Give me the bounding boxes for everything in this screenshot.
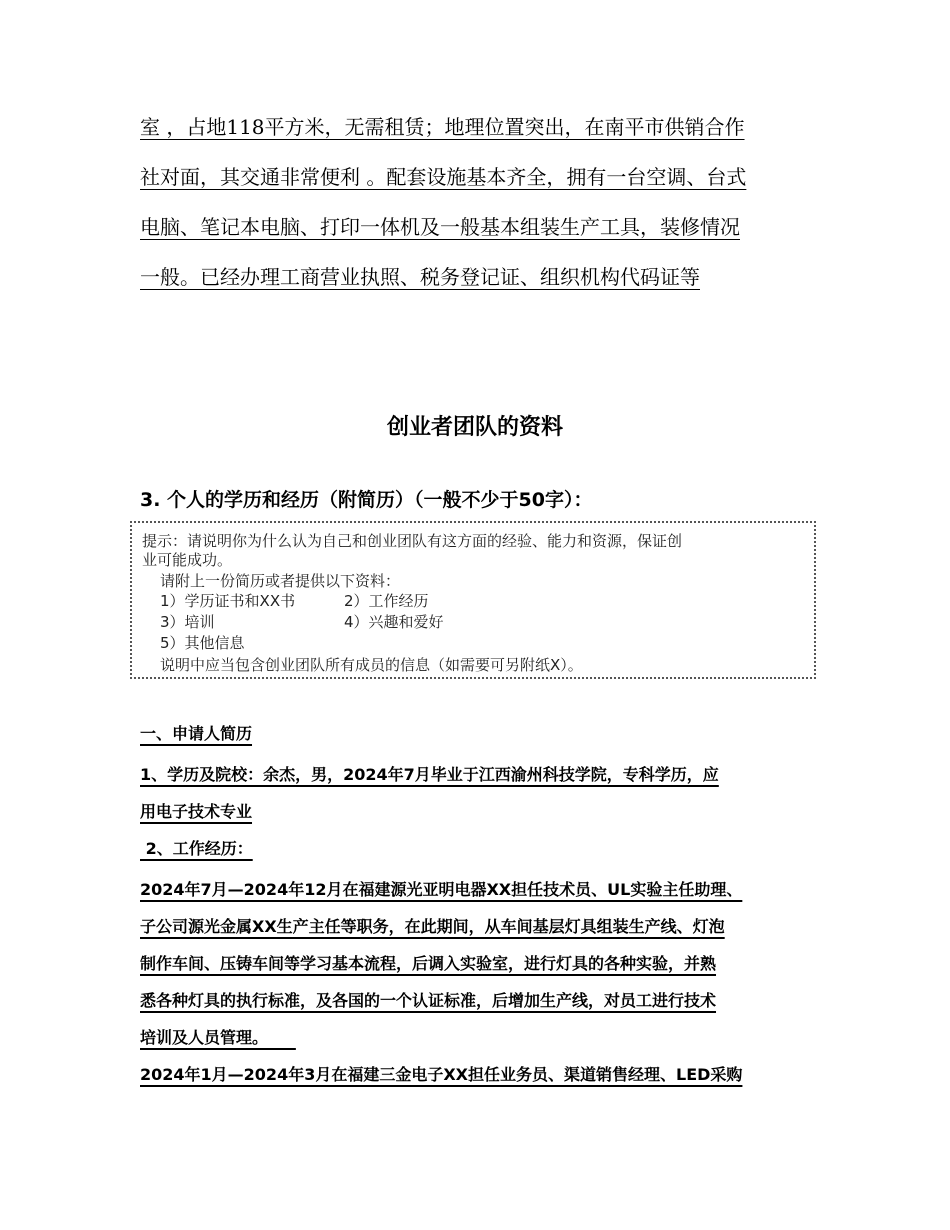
hint-box [130,521,816,679]
hint-item: 3）培训 [160,613,215,631]
paragraph-line: 电脑、笔记本电脑、打印一体机及一般基本组装生产工具，装修情况 [140,215,740,239]
hint-item-row [142,612,804,633]
resume-heading: 一、申请人简历 [140,724,253,743]
section-title: 创业者团队的资料 [386,414,563,440]
work-line: 2024年1月—2024年3月在福建三金电子XX担任业务员、渠道销售经理、LED采购 [140,1065,743,1084]
paragraph-line: 一般。已经办理工商营业执照、税务登记证、组织机构代码证等 [140,265,700,289]
education-line: 1、学历及院校：余杰，男，2024年7月毕业于江西渝州科技学院，专科学历，应 [140,765,719,784]
work-line: 培训及人员管理。 [140,1028,296,1047]
work-heading: 2、工作经历： [140,839,253,858]
hint-item: 5）其他信息 [160,634,245,652]
hint-item: 4）兴趣和爱好 [344,613,444,631]
paragraph-line: 社对面，其交通非常便利 。配套设施基本齐全，拥有一台空调、台式 [140,165,747,189]
work-line: 子公司源光金属XX生产主任等职务，在此期间，从车间基层灯具组装生产线、灯泡 [140,917,725,936]
paragraph-line: 室 ，占地118平方米，无需租赁；地理位置突出，在南平市供销合作 [140,115,745,139]
hint-item: 1）学历证书和XX书 [160,592,296,610]
hint-text: 说明中应当包含创业团队所有成员的信息（如需要可另附纸X）。 [160,656,583,674]
education-line: 用电子技术专业 [140,802,253,821]
hint-item: 2）工作经历 [344,592,429,610]
resume-section [140,715,820,1093]
hint-item-row [142,633,804,654]
hint-text: 请附上一份简历或者提供以下资料： [160,572,401,590]
hint-text: 业可能成功。 [142,551,233,569]
work-line: 悉各种灯具的执行标准，及各国的一个认证标准，后增加生产线，对员工进行技术 [140,991,717,1010]
work-line: 2024年7月—2024年12月在福建源光亚明电器XX担任技术员、UL实验主任助理、 [140,880,743,899]
work-line: 制作车间、压铸车间等学习基本流程，后调入实验室，进行灯具的各种实验，并熟 [140,954,717,973]
hint-text: 提示：请说明你为什么认为自己和创业团队有这方面的经验、能力和资源，保证创 [142,532,683,550]
question-heading: 3. 个人的学历和经历（附简历）（一般不少于50字）： [140,489,593,511]
business-premises-paragraph [140,102,810,302]
hint-item-row [142,591,804,612]
